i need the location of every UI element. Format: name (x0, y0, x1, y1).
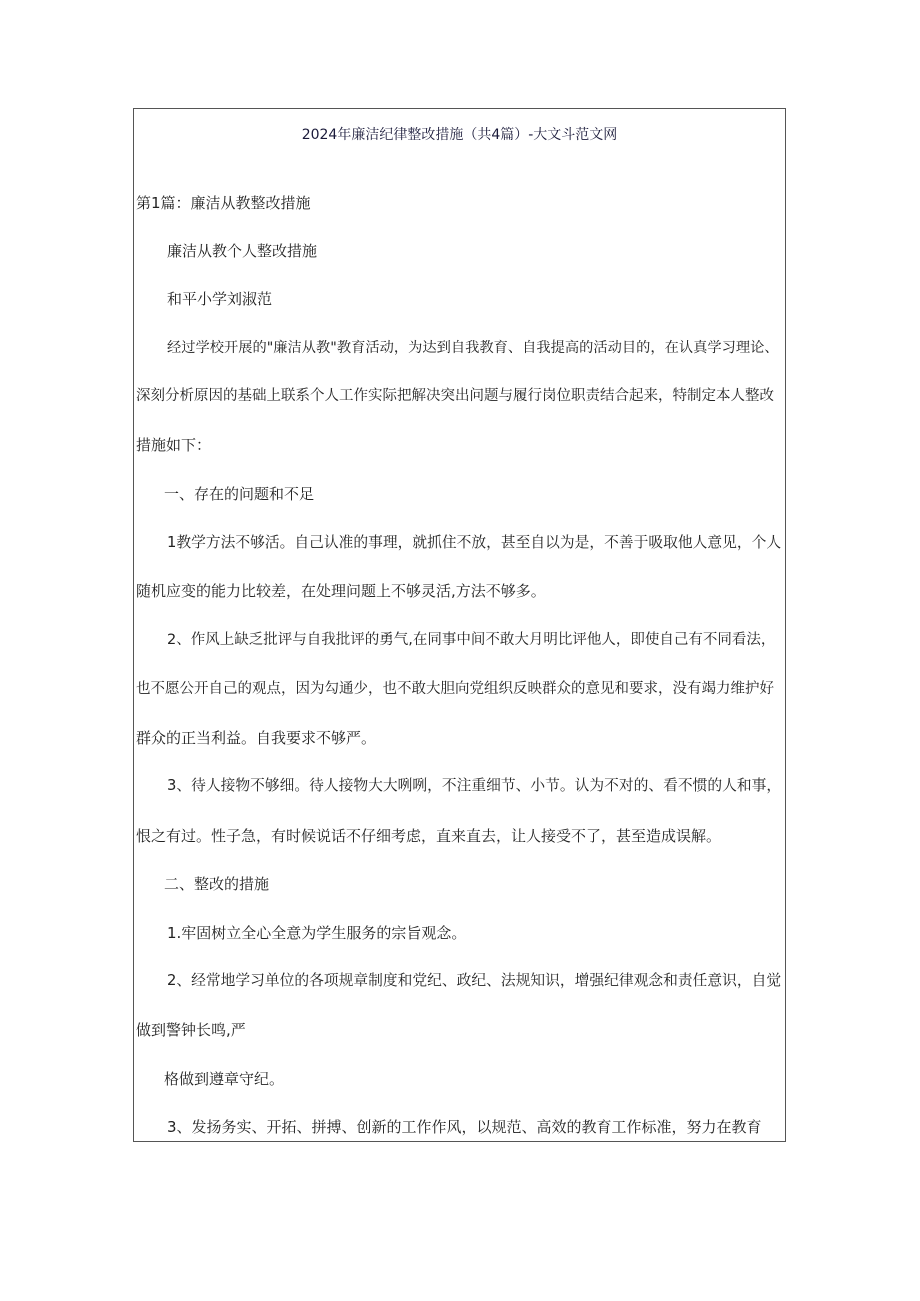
document-title: 2024年廉洁纪律整改措施（共4篇）-大文斗范文网 (301, 127, 618, 143)
section-heading: 一、存在的问题和不足 (164, 485, 315, 503)
paragraph-line: 经过学校开展的"廉洁从教"教育活动，为达到自我教育、自我提高的活动目的，在认真学习理论、 (167, 340, 779, 356)
paragraph-line: 2、经常地学习单位的各项规章制度和党纪、政纪、法规知识，增强纪律观念和责任意识，自觉 (167, 972, 782, 989)
paragraph-line: 随机应变的能力比较差，在处理问题上不够灵活,方法不够多。 (136, 582, 546, 600)
paragraph-line: 深刻分析原因的基础上联系个人工作实际把解决突出问题与履行岗位职责结合起来，特制定本人整改 (136, 388, 774, 404)
paragraph-line: 第1篇：廉洁从教整改措施 (136, 194, 311, 212)
paragraph-line: 措施如下： (136, 436, 212, 454)
paragraph-line: 做到警钟长鸣,严 (136, 1021, 246, 1039)
paragraph-line: 1教学方法不够活。自己认准的事理，就抓住不放，甚至自以为是，不善于吸取他人意见，个人 (167, 534, 782, 551)
paragraph-line: 2、作风上缺乏批评与自我批评的勇气,在同事中间不敢大月明比评他人，即使自己有不同看法， (167, 632, 776, 648)
paragraph-line: 1.牢固树立全心全意为学生服务的宗旨观念。 (167, 924, 467, 942)
document-page (133, 108, 786, 1142)
paragraph-line: 3、发扬务实、开拓、拼搏、创新的工作作风，以规范、高效的教育工作标准，努力在教育 (167, 1118, 762, 1136)
paragraph-line: 廉洁从教个人整改措施 (167, 242, 318, 260)
paragraph-line: 3、待人接物不够细。待人接物大大咧咧，不注重细节、小节。认为不对的、看不惯的人和事， (167, 777, 782, 794)
paragraph-line: 和平小学刘淑范 (167, 290, 273, 308)
section-heading: 二、整改的措施 (164, 875, 270, 893)
paragraph-line: 恨之有过。性子急，有时候说话不仔细考虑，直来直去，让人接受不了，甚至造成误解。 (136, 827, 722, 845)
paragraph-line: 格做到遵章守纪。 (164, 1070, 285, 1088)
paragraph-line: 群众的正当利益。自我要求不够严。 (136, 729, 377, 747)
paragraph-line: 也不愿公开自己的观点，因为勾通少，也不敢大胆向党组织反映群众的意见和要求，没有竭力维护好 (136, 681, 774, 697)
